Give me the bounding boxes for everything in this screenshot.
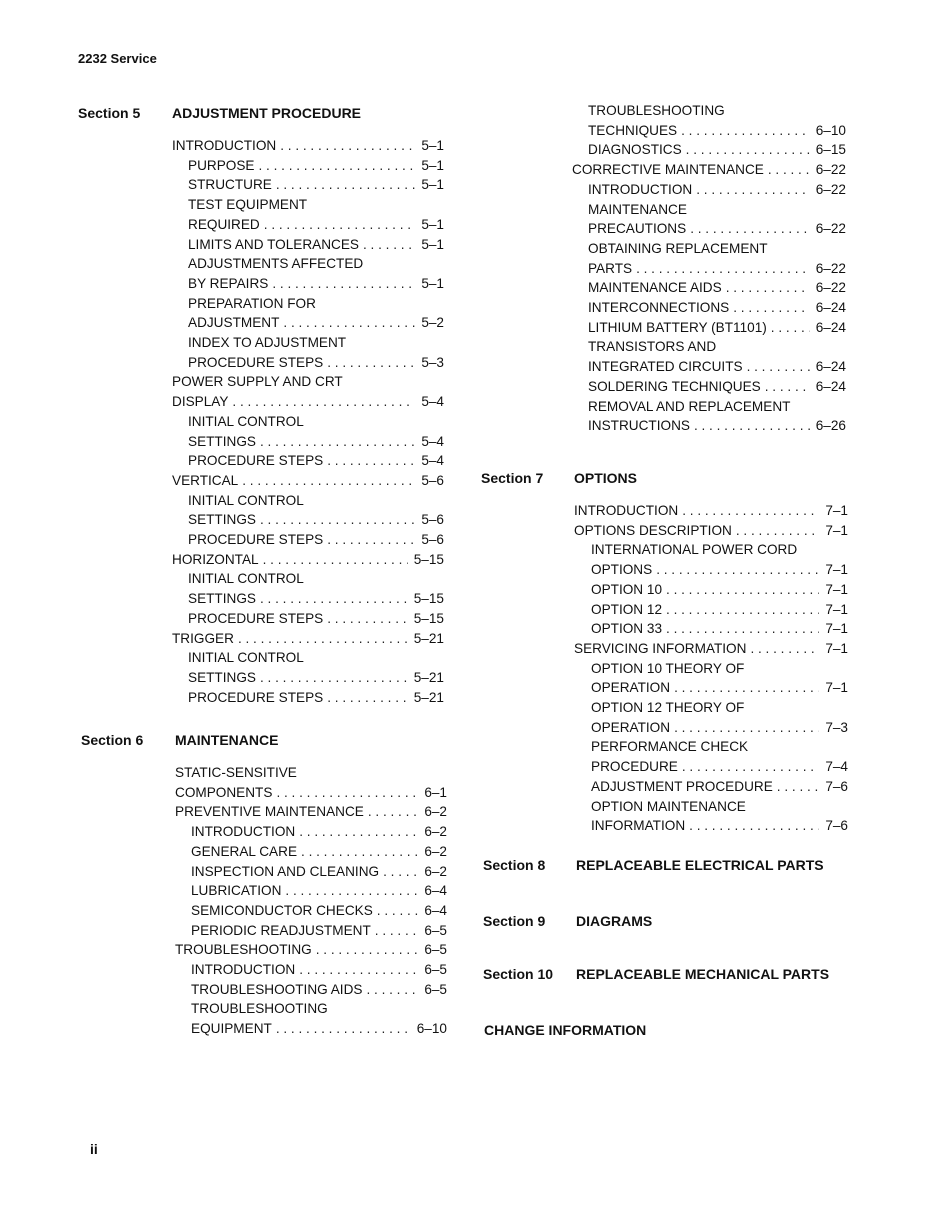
toc-entry[interactable] <box>172 156 444 176</box>
toc-entry-label: OPTION 12 <box>591 601 663 617</box>
toc-page-number: 6–22 <box>815 280 846 296</box>
toc-entry-label: OPTIONS <box>591 562 653 578</box>
toc-entry-label: INDEX TO ADJUSTMENT <box>188 335 347 351</box>
toc-entry[interactable] <box>574 600 848 620</box>
section-number: Section 8 <box>483 857 546 873</box>
dot-leader <box>276 783 418 803</box>
toc-entry-label: SETTINGS <box>188 591 256 607</box>
toc-entry[interactable] <box>175 802 447 822</box>
toc-entry-label: OPTIONS DESCRIPTION <box>574 522 732 538</box>
toc-entry[interactable] <box>172 569 444 608</box>
toc-entry-label: SETTINGS <box>188 669 256 685</box>
dot-leader <box>666 580 819 600</box>
dot-leader <box>232 392 415 412</box>
toc-entry-label: INTRODUCTION <box>191 962 296 978</box>
toc-entry-label: PROCEDURE STEPS <box>188 610 324 626</box>
toc-page-number: 5–2 <box>421 315 444 331</box>
toc-entry-label: TECHNIQUES <box>588 122 678 138</box>
section-7-entries <box>574 501 848 836</box>
toc-entry-label: INITIAL CONTROL <box>188 571 304 587</box>
toc-page-number: 6–24 <box>815 300 846 316</box>
dot-leader <box>777 777 820 797</box>
toc-entry[interactable] <box>175 842 447 862</box>
section-title: REPLACEABLE MECHANICAL PARTS <box>576 966 830 982</box>
toc-page-number: 6–4 <box>424 883 447 899</box>
toc-page-number: 7–4 <box>825 759 848 775</box>
toc-page-number: 6–5 <box>424 962 447 978</box>
toc-entry-label: ADJUSTMENTS AFFECTED <box>188 256 364 272</box>
toc-entry-label: POWER SUPPLY AND CRT <box>172 374 343 390</box>
running-header: 2232 Service <box>78 51 157 66</box>
toc-entry[interactable] <box>572 180 846 200</box>
toc-entry[interactable] <box>175 921 447 941</box>
toc-entry-label: SERVICING INFORMATION <box>574 640 747 656</box>
toc-entry-label: HORIZONTAL <box>172 551 259 567</box>
toc-entry-label: INTRODUCTION <box>574 503 679 518</box>
toc-entry-label: OPTION 10 <box>591 581 663 597</box>
toc-page-number: 5–15 <box>413 551 444 567</box>
dot-leader <box>636 259 810 279</box>
toc-entry[interactable] <box>175 940 447 960</box>
toc-page-number: 6–2 <box>424 804 447 820</box>
section-number: Section 5 <box>78 105 141 121</box>
dot-leader <box>375 921 419 941</box>
toc-entry-label: PERIODIC READJUSTMENT <box>191 922 371 938</box>
toc-page-number: 7–1 <box>825 522 848 538</box>
toc-page-number: 5–3 <box>421 354 444 370</box>
toc-entry-label: REQUIRED <box>188 216 260 232</box>
toc-entry[interactable] <box>172 550 444 570</box>
toc-entry[interactable] <box>172 688 444 708</box>
dot-leader <box>238 629 408 649</box>
dot-leader <box>299 822 418 842</box>
dot-leader <box>686 140 810 160</box>
toc-entry-label: STATIC-SENSITIVE <box>175 765 297 780</box>
toc-entry[interactable] <box>572 101 846 140</box>
toc-entry[interactable] <box>172 629 444 649</box>
toc-page-number: 7–1 <box>825 581 848 597</box>
toc-page-number: 6–5 <box>424 922 447 938</box>
toc-page-number: 5–6 <box>421 512 444 528</box>
toc-page-number: 5–6 <box>421 532 444 548</box>
dot-leader <box>260 589 408 609</box>
toc-entry-label: OPTION 10 THEORY OF <box>591 660 745 676</box>
toc-entry-label: OPTION MAINTENANCE <box>591 798 746 814</box>
toc-entry-label: ADJUSTMENT PROCEDURE <box>591 778 773 794</box>
toc-entry-label: LIMITS AND TOLERANCES <box>188 236 359 252</box>
toc-entry[interactable] <box>574 698 848 737</box>
section-title: CHANGE INFORMATION <box>484 1022 647 1038</box>
dot-leader <box>681 121 810 141</box>
toc-entry[interactable] <box>175 960 447 980</box>
toc-entry-label: TROUBLESHOOTING <box>191 1001 328 1017</box>
toc-entry-label: INTRODUCTION <box>191 824 296 840</box>
toc-page-number: 6–22 <box>815 221 846 237</box>
toc-entry-label: COMPONENTS <box>175 784 273 800</box>
toc-entry-label: GENERAL CARE <box>191 843 298 859</box>
toc-entry-label: INTEGRATED CIRCUITS <box>588 359 743 375</box>
toc-entry[interactable] <box>572 200 846 239</box>
dot-leader <box>260 432 415 452</box>
toc-entry-label: INTRODUCTION <box>588 181 693 197</box>
toc-page-number: 6–24 <box>815 359 846 375</box>
toc-entry-label: PROCEDURE STEPS <box>188 532 324 548</box>
dot-leader <box>682 501 819 521</box>
toc-page-number: 5–1 <box>421 138 444 153</box>
section-title: REPLACEABLE ELECTRICAL PARTS <box>576 857 824 873</box>
dot-leader <box>283 313 415 333</box>
toc-entry-label: SETTINGS <box>188 512 256 528</box>
section-title: MAINTENANCE <box>175 732 279 748</box>
dot-leader <box>276 1019 411 1039</box>
toc-entry[interactable] <box>572 337 846 376</box>
toc-page-number: 5–6 <box>421 472 444 488</box>
toc-entry-label: VERTICAL <box>172 472 239 488</box>
section-title: ADJUSTMENT PROCEDURE <box>172 105 362 121</box>
toc-entry-label: INITIAL CONTROL <box>188 413 304 429</box>
toc-entry-label: OPERATION <box>591 680 671 696</box>
toc-entry[interactable] <box>175 980 447 1000</box>
dot-leader <box>771 318 810 338</box>
toc-page-number: 5–15 <box>413 591 444 607</box>
toc-page-number: 5–4 <box>421 394 444 410</box>
toc-page-number: 7–1 <box>825 621 848 637</box>
toc-entry-label: PERFORMANCE CHECK <box>591 739 749 755</box>
toc-page-number: 7–1 <box>825 680 848 696</box>
toc-entry[interactable] <box>172 648 444 687</box>
toc-entry-label: ADJUSTMENT <box>188 315 280 331</box>
dot-leader <box>682 757 819 777</box>
toc-entry-label: OBTAINING REPLACEMENT <box>588 240 768 256</box>
toc-entry[interactable] <box>574 580 848 600</box>
toc-entry-label: EQUIPMENT <box>191 1021 272 1037</box>
toc-entry-label: OPTION 33 <box>591 621 663 637</box>
dot-leader <box>656 560 819 580</box>
dot-leader <box>363 235 415 255</box>
toc-entry[interactable] <box>175 901 447 921</box>
toc-entry[interactable] <box>572 377 846 397</box>
dot-leader <box>242 471 415 491</box>
toc-entry-label: INTERNATIONAL POWER CORD <box>591 542 798 558</box>
toc-entry-label: TROUBLESHOOTING <box>175 942 312 958</box>
toc-entry-label: PARTS <box>588 260 633 276</box>
toc-entry-label: TROUBLESHOOTING <box>588 103 725 118</box>
toc-entry[interactable] <box>572 140 846 160</box>
toc-entry-label: CORRECTIVE MAINTENANCE <box>572 162 764 178</box>
toc-page-number: 5–1 <box>421 177 444 193</box>
dot-leader <box>736 521 819 541</box>
toc-entry[interactable] <box>172 530 444 550</box>
toc-entry-label: TRIGGER <box>172 630 234 646</box>
dot-leader <box>316 940 419 960</box>
toc-entry[interactable] <box>175 881 447 901</box>
dot-leader <box>726 278 810 298</box>
toc-page-number: 7–3 <box>825 719 848 735</box>
toc-entry[interactable] <box>574 501 848 521</box>
dot-leader <box>694 416 810 436</box>
toc-page-number: 6–5 <box>424 942 447 958</box>
page-folio: ii <box>90 1141 98 1157</box>
dot-leader <box>280 136 415 156</box>
toc-entry-label: TROUBLESHOOTING AIDS <box>191 981 363 997</box>
toc-entry-label: PROCEDURE STEPS <box>188 689 324 705</box>
toc-entry[interactable] <box>572 298 846 318</box>
section-number: Section 7 <box>481 470 544 486</box>
dot-leader <box>674 678 819 698</box>
toc-page-number: 7–1 <box>825 562 848 578</box>
dot-leader <box>327 451 415 471</box>
toc-page-number: 6–2 <box>424 843 447 859</box>
toc-entry-label: DIAGNOSTICS <box>588 142 682 158</box>
toc-entry[interactable] <box>574 659 848 698</box>
toc-page-number: 5–21 <box>413 669 444 685</box>
toc-entry-label: PREPARATION FOR <box>188 295 316 311</box>
toc-entry-label: LITHIUM BATTERY (BT1101) <box>588 319 767 335</box>
toc-entry[interactable] <box>172 451 444 471</box>
dot-leader <box>383 862 418 882</box>
toc-entry-label: INITIAL CONTROL <box>188 492 304 508</box>
toc-entry[interactable] <box>574 521 848 541</box>
section-title: DIAGRAMS <box>576 913 653 929</box>
toc-page-number: 5–15 <box>413 610 444 626</box>
toc-entry-label: PREVENTIVE MAINTENANCE <box>175 804 364 820</box>
toc-entry[interactable] <box>172 294 444 333</box>
dot-leader <box>377 901 419 921</box>
toc-entry[interactable] <box>172 609 444 629</box>
toc-page-number: 5–4 <box>421 453 444 469</box>
dot-leader <box>733 298 810 318</box>
toc-page-number: 7–6 <box>825 818 848 834</box>
dot-leader <box>666 600 819 620</box>
toc-entry[interactable] <box>172 136 444 156</box>
dot-leader <box>258 156 415 176</box>
toc-entry-label: PROCEDURE STEPS <box>188 354 324 370</box>
dot-leader <box>666 619 819 639</box>
toc-page-number: 6–10 <box>416 1021 447 1037</box>
dot-leader <box>696 180 810 200</box>
toc-page-number: 7–6 <box>825 778 848 794</box>
toc-entry-label: SEMICONDUCTOR CHECKS <box>191 902 373 918</box>
dot-leader <box>260 668 408 688</box>
dot-leader <box>264 215 416 235</box>
toc-page-number: 6–22 <box>815 181 846 197</box>
toc-page-number: 5–21 <box>413 630 444 646</box>
toc-entry[interactable] <box>574 639 848 659</box>
toc-entry[interactable] <box>172 235 444 255</box>
toc-page-number: 5–1 <box>421 216 444 232</box>
toc-page-number: 7–1 <box>825 640 848 656</box>
toc-entry-label: TEST EQUIPMENT <box>188 197 308 213</box>
dot-leader <box>327 530 415 550</box>
dot-leader <box>263 550 408 570</box>
toc-entry[interactable] <box>572 278 846 298</box>
toc-entry-label: OPTION 12 THEORY OF <box>591 700 745 716</box>
toc-page-number: 5–1 <box>421 236 444 252</box>
toc-entry-label: BY REPAIRS <box>188 275 269 291</box>
dot-leader <box>285 881 418 901</box>
toc-page-number: 6–24 <box>815 319 846 335</box>
toc-page-number: 6–24 <box>815 378 846 394</box>
toc-page-number: 6–1 <box>424 784 447 800</box>
toc-entry-label: SOLDERING TECHNIQUES <box>588 378 761 394</box>
dot-leader <box>299 960 418 980</box>
dot-leader <box>690 219 810 239</box>
toc-entry-label: DISPLAY <box>172 394 229 410</box>
toc-page-number: 5–21 <box>413 689 444 705</box>
toc-page-number: 6–5 <box>424 981 447 997</box>
dot-leader <box>674 718 819 738</box>
dot-leader <box>747 357 810 377</box>
dot-leader <box>327 688 408 708</box>
toc-entry[interactable] <box>172 372 444 411</box>
dot-leader <box>366 980 418 1000</box>
toc-entry-label: PROCEDURE <box>591 759 678 775</box>
toc-entry[interactable] <box>172 491 444 530</box>
toc-entry[interactable] <box>574 737 848 776</box>
section-number: Section 9 <box>483 913 546 929</box>
toc-page-number: 6–10 <box>815 122 846 138</box>
toc-entry[interactable] <box>572 397 846 436</box>
toc-page-number: 6–22 <box>815 162 846 178</box>
section-6-continued-entries <box>572 101 846 436</box>
dot-leader <box>768 160 810 180</box>
toc-entry[interactable] <box>175 999 447 1038</box>
toc-entry[interactable] <box>574 619 848 639</box>
toc-page-number: 6–2 <box>424 824 447 840</box>
toc-page-number: 6–26 <box>815 418 846 434</box>
toc-entry-label: INSTRUCTIONS <box>588 418 690 434</box>
toc-page-number: 7–1 <box>825 503 848 518</box>
toc-entry-label: INTERCONNECTIONS <box>588 300 730 316</box>
toc-entry-label: TRANSISTORS AND <box>588 339 717 355</box>
dot-leader <box>260 510 415 530</box>
toc-entry[interactable] <box>175 763 447 802</box>
toc-entry-label: INTRODUCTION <box>172 138 277 153</box>
toc-page-number: 5–1 <box>421 157 444 173</box>
toc-entry[interactable] <box>175 862 447 882</box>
section-6-entries <box>175 763 447 1039</box>
dot-leader <box>327 609 408 629</box>
toc-entry[interactable] <box>172 254 444 293</box>
toc-entry[interactable] <box>572 318 846 338</box>
toc-entry[interactable] <box>574 797 848 836</box>
toc-page-number: 6–2 <box>424 863 447 879</box>
toc-page-number: 5–1 <box>421 275 444 291</box>
toc-entry-label: OPERATION <box>591 719 671 735</box>
dot-leader <box>272 274 415 294</box>
dot-leader <box>327 353 415 373</box>
toc-entry-label: LUBRICATION <box>191 883 282 899</box>
section-title: OPTIONS <box>574 470 638 486</box>
toc-entry[interactable] <box>172 333 444 372</box>
section-number: Section 10 <box>483 966 554 982</box>
dot-leader <box>765 377 810 397</box>
dot-leader <box>368 802 418 822</box>
toc-entry-label: STRUCTURE <box>188 177 272 193</box>
dot-leader <box>301 842 418 862</box>
toc-page-number: 5–4 <box>421 433 444 449</box>
toc-page-number: 6–4 <box>424 902 447 918</box>
toc-entry[interactable] <box>572 239 846 278</box>
toc-entry-label: MAINTENANCE AIDS <box>588 280 722 296</box>
dot-leader <box>750 639 819 659</box>
toc-entry[interactable] <box>172 412 444 451</box>
toc-entry-label: MAINTENANCE <box>588 201 687 217</box>
toc-entry-label: REMOVAL AND REPLACEMENT <box>588 398 791 414</box>
dot-leader <box>689 816 819 836</box>
dot-leader <box>276 175 415 195</box>
section-5-entries <box>172 136 444 707</box>
toc-entry-label: SETTINGS <box>188 433 256 449</box>
section-number: Section 6 <box>81 732 144 748</box>
toc-entry[interactable] <box>172 195 444 234</box>
toc-entry[interactable] <box>574 777 848 797</box>
toc-entry[interactable] <box>172 175 444 195</box>
toc-entry-label: PURPOSE <box>188 157 255 173</box>
toc-entry[interactable] <box>572 160 846 180</box>
toc-entry-label: INFORMATION <box>591 818 686 834</box>
toc-entry[interactable] <box>172 471 444 491</box>
toc-entry-label: PRECAUTIONS <box>588 221 687 237</box>
toc-entry-label: INSPECTION AND CLEANING <box>191 863 380 879</box>
toc-entry[interactable] <box>574 540 848 579</box>
toc-page-number: 7–1 <box>825 601 848 617</box>
toc-entry[interactable] <box>175 822 447 842</box>
toc-page-number: 6–22 <box>815 260 846 276</box>
toc-page-number: 6–15 <box>815 142 846 158</box>
toc-entry-label: INITIAL CONTROL <box>188 650 304 666</box>
toc-entry-label: PROCEDURE STEPS <box>188 453 324 469</box>
